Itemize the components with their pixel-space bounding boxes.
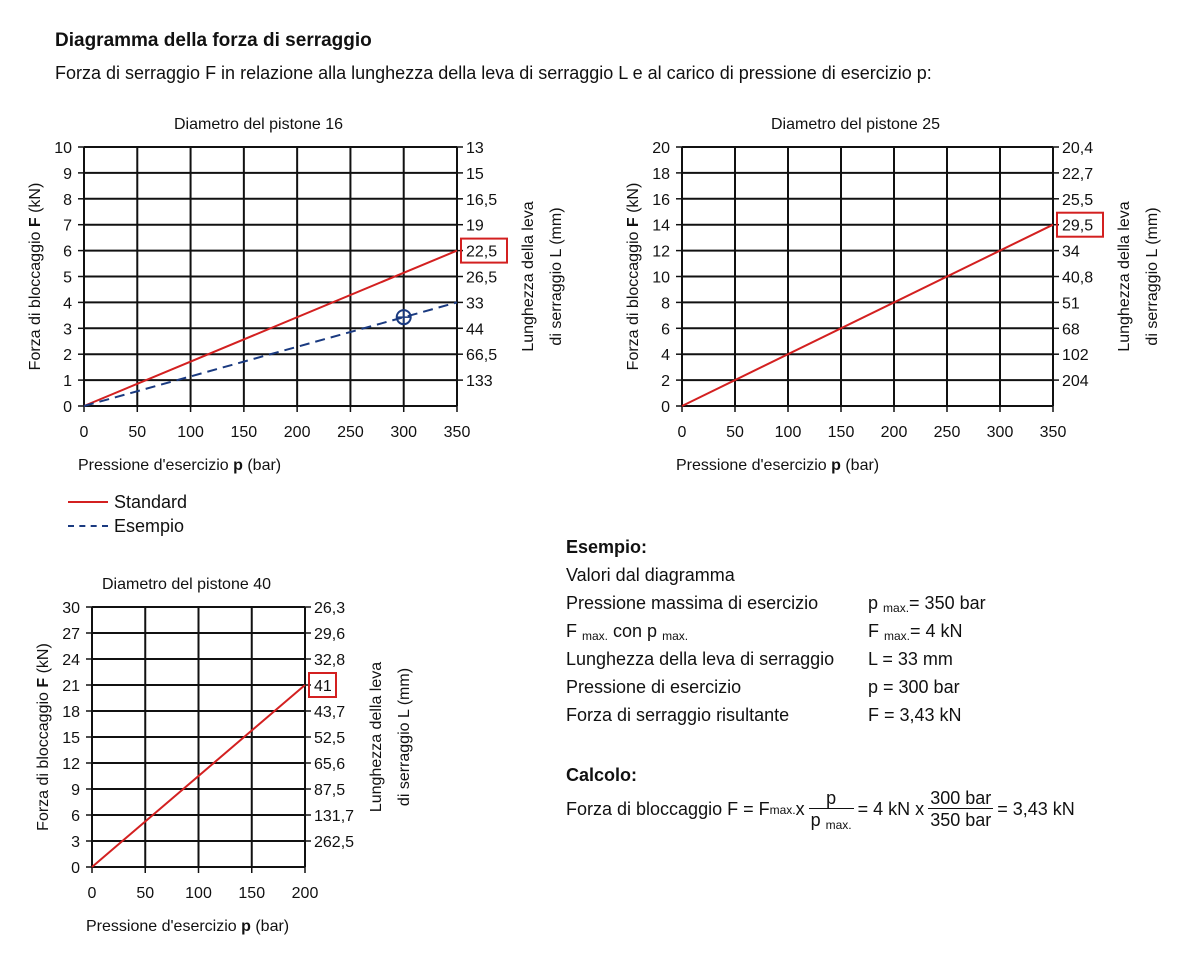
right-tick-label: 52,5 [314,730,346,747]
y-tick-label: 0 [63,399,72,416]
y-axis-label: Forza di bloccaggio F (kN) [27,182,44,371]
x-tick-label: 250 [337,424,364,441]
y-tick-label: 15 [62,730,80,747]
x-tick-label: 0 [87,885,97,902]
x-tick-label: 0 [79,424,89,441]
y-tick-label: 4 [63,295,72,313]
y-axis-label: Forza di bloccaggio F (kN) [35,643,52,831]
y-tick-label: 0 [661,399,670,416]
x-tick-label: 200 [291,885,319,902]
right-tick-label: 87,5 [314,782,346,799]
y-tick-label: 6 [63,243,72,261]
y-tick-label: 16 [652,191,670,209]
chart-title: Diametro del pistone 16 [174,116,343,133]
right-tick-label: 133 [466,373,493,391]
x-tick-label: 200 [880,424,908,441]
key-subscript: max. [662,629,689,643]
fraction-numerator: p [826,788,837,808]
formula-result: = 3,43 kN [997,799,1075,819]
y-tick-label: 12 [652,243,670,261]
y-tick-label: 8 [63,191,72,209]
example-value: p = 300 bar [868,677,960,697]
example-row [566,701,986,729]
calculation-formula: Forza di bloccaggio F = F max. x $\frac{p}{p _{max.}}$ = 4 kN x $\frac{\text{300 bar}}{\text{350 bar}}$ = 3,43 kN [566,788,1075,832]
key-symbol: F [566,621,577,641]
y2-axis-label-line1: Lunghezza della leva [368,661,385,813]
y-tick-label: 2 [63,347,72,365]
x-tick-label: 100 [177,424,204,441]
y-tick-label: 9 [63,165,72,183]
y2-axis-label-line2: di serraggio L (mm) [548,207,565,346]
example-title: Esempio: [566,537,648,557]
y-tick-label: 9 [71,782,80,799]
right-tick-label: 65,6 [314,756,346,773]
y-tick-label: 7 [63,217,72,235]
y2-axis-label-line2: di serraggio L (mm) [396,667,413,807]
right-tick-label: 16,5 [466,191,498,209]
example-row [566,617,986,645]
fraction-denominator: 350 bar [930,810,992,830]
page-subtitle: Forza di serraggio F in relazione alla lunghezza della leva di serraggio L e al carico di pressione di esercizio p: [55,63,932,83]
right-tick-label: 20,4 [1062,140,1094,157]
denominator-subscript: max. [825,818,852,832]
x-tick-label: 300 [390,424,418,441]
x-tick-label: 0 [677,424,687,441]
y-tick-label: 3 [71,834,80,851]
chart-title: Diametro del pistone 40 [102,576,271,593]
formula-middle: = 4 kN x [857,799,925,819]
key-subscript: max. [582,629,609,643]
y-tick-label: 1 [63,373,72,391]
value-symbol: p [868,593,879,613]
y-tick-label: 18 [652,165,670,183]
formula-lhs: Forza di bloccaggio F = F [566,799,770,819]
example-section [566,533,986,729]
x-tick-label: 350 [1039,424,1067,441]
right-tick-label: 13 [466,140,484,157]
value-subscript: max. [884,629,911,643]
value-text: = 350 bar [909,593,986,613]
legend-item-standard [68,490,187,514]
y-tick-label: 6 [71,808,80,825]
y-tick-label: 2 [661,373,670,391]
right-tick-label: 19 [466,217,484,235]
y-tick-label: 20 [652,140,670,157]
y2-axis-label-line1: Lunghezza della leva [520,201,537,352]
right-tick-label: 51 [1062,295,1080,313]
right-tick-label: 44 [466,321,484,339]
right-tick-label: 40,8 [1062,269,1094,287]
right-tick-label: 26,5 [466,269,498,287]
example-value: F = 3,43 kN [868,705,962,725]
fraction-numerator: 300 bar [930,788,992,808]
right-tick-label: 41 [314,678,332,695]
key-text: con p [608,621,658,641]
denominator-symbol: p [810,810,821,830]
example-key: Forza di serraggio risultante [566,705,790,725]
right-tick-label: 26,3 [314,600,346,617]
x-tick-label: 150 [230,424,258,441]
right-tick-label: 22,7 [1062,165,1094,183]
value-symbol: F [868,621,879,641]
example-value: L = 33 mm [868,649,953,669]
y-tick-label: 18 [62,704,80,721]
page-heading: Diagramma della forza di serraggio [55,30,372,51]
chart-title: Diametro del pistone 25 [771,116,940,133]
formula-times: x [795,799,805,819]
x-tick-label: 250 [933,424,961,441]
example-intro: Valori dal diagramma [566,565,735,585]
x-tick-label: 100 [774,424,802,441]
y-tick-label: 4 [661,347,670,365]
example-key: Pressione massima di esercizio [566,593,819,613]
fraction-values [928,788,993,831]
x-tick-label: 50 [128,424,147,441]
example-row [566,673,986,701]
y-tick-label: 24 [62,652,80,669]
fraction-pressure [809,788,854,831]
right-tick-label: 32,8 [314,652,346,669]
y-tick-label: 8 [661,295,670,313]
legend-swatch-example [68,525,108,527]
x-axis-label: Pressione d'esercizio p (bar) [676,457,880,474]
x-axis-label: Pressione d'esercizio p (bar) [86,918,290,935]
y-tick-label: 0 [71,860,80,877]
y-tick-label: 10 [54,140,72,157]
y-tick-label: 12 [62,756,80,773]
legend-swatch-standard [68,501,108,503]
legend-label-example: Esempio [114,515,185,536]
y-tick-label: 3 [63,321,72,339]
right-tick-label: 102 [1062,347,1089,365]
example-row [566,645,986,673]
example-row [566,589,986,617]
example-value [868,617,963,645]
y-tick-label: 30 [62,600,80,617]
x-tick-label: 300 [986,424,1014,441]
calculation-title: Calcolo: [566,765,638,785]
right-tick-label: 33 [466,295,484,313]
right-tick-label: 262,5 [314,834,355,851]
y-tick-label: 6 [661,321,670,339]
x-tick-label: 50 [136,885,155,902]
legend-label-standard: Standard [114,491,188,512]
example-value [868,589,986,617]
right-tick-label: 25,5 [1062,191,1094,209]
example-key [566,617,868,645]
y2-axis-label-line1: Lunghezza della leva [1116,201,1133,352]
legend [68,490,187,538]
y-tick-label: 21 [62,678,80,695]
right-tick-label: 29,5 [1062,217,1094,235]
legend-item-example [68,514,187,538]
right-tick-label: 34 [1062,243,1080,261]
x-tick-label: 150 [238,885,266,902]
y-tick-label: 14 [652,217,670,235]
x-axis-label: Pressione d'esercizio p (bar) [78,457,282,474]
right-tick-label: 66,5 [466,347,498,365]
x-tick-label: 150 [827,424,855,441]
example-key: Pressione di esercizio [566,677,742,697]
right-tick-label: 15 [466,165,484,183]
y-axis-label: Forza di bloccaggio F (kN) [625,182,642,371]
example-key: Lunghezza della leva di serraggio [566,649,835,669]
x-tick-label: 100 [185,885,212,902]
y-tick-label: 27 [62,626,80,643]
right-tick-label: 68 [1062,321,1080,339]
fraction-denominator [809,808,854,831]
right-tick-label: 131,7 [314,808,355,825]
x-tick-label: 350 [443,424,471,441]
value-text: = 4 kN [910,621,963,641]
right-tick-label: 29,6 [314,626,346,643]
calculation-section [566,765,1075,831]
x-tick-label: 50 [726,424,744,441]
right-tick-label: 43,7 [314,704,346,721]
value-subscript: max. [883,601,910,615]
x-tick-label: 200 [283,424,311,441]
right-tick-label: 204 [1062,373,1089,391]
y-tick-label: 10 [652,269,670,287]
y-tick-label: 5 [63,269,72,287]
right-tick-label: 22,5 [466,243,498,261]
y2-axis-label-line2: di serraggio L (mm) [1144,207,1161,346]
